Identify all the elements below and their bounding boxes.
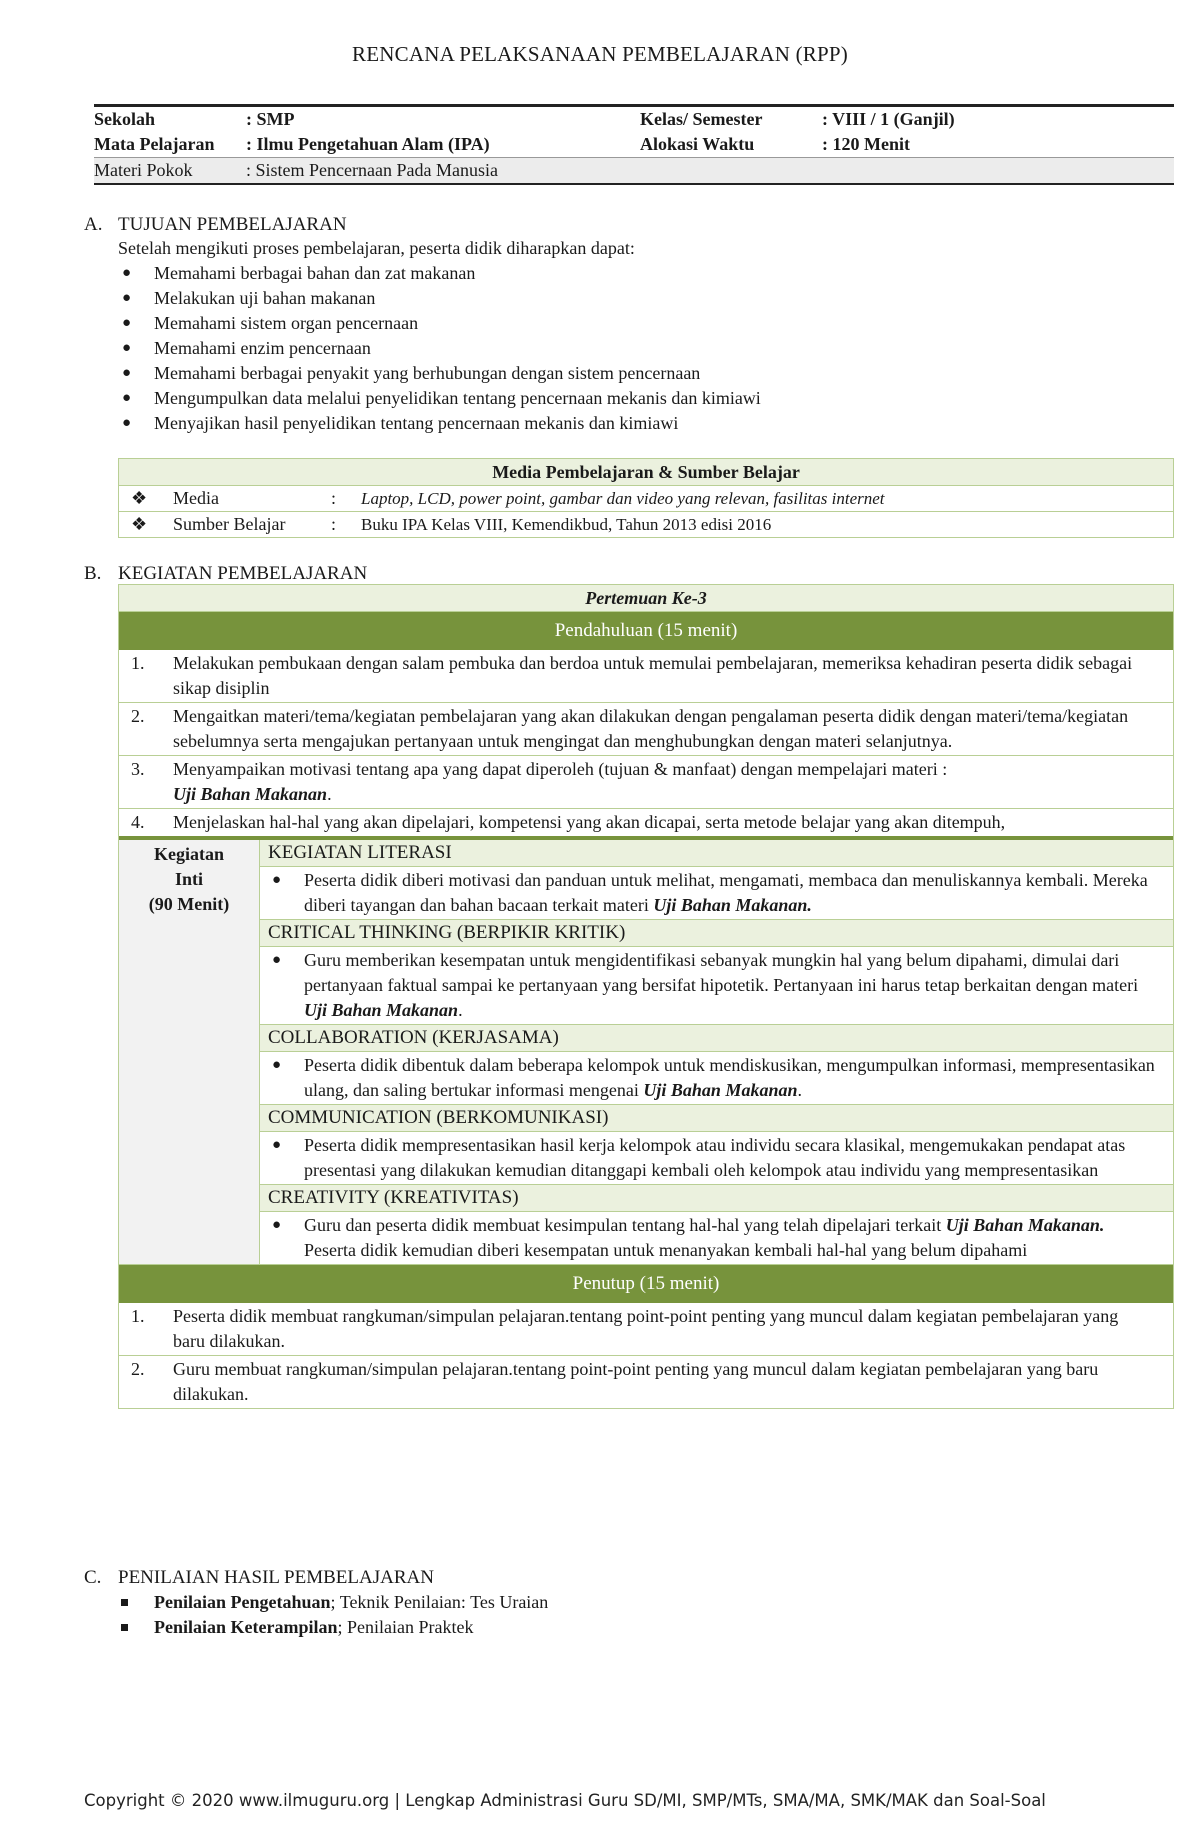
materi-label: Materi Pokok — [94, 160, 193, 180]
alokasi-label: Alokasi Waktu — [640, 134, 755, 154]
activities-table — [118, 584, 1174, 1409]
media-label: Media — [173, 488, 219, 508]
table-row: 3. Menyampaikan motivasi tentang apa yang dapat diperoleh (tujuan & manfaat) dengan mempelajari materi : Uji Bahan Makanan. — [119, 756, 1173, 809]
list-item: ● Mengumpulkan data melalui penyelidikan tentang pencernaan mekanis dan kimiawi — [122, 388, 761, 408]
page-title: RENCANA PELAKSANAAN PEMBELAJARAN (RPP) — [352, 42, 848, 66]
table-row: 1. Melakukan pembukaan dengan salam pembuka dan berdoa untuk memulai pembelajaran, memeriksa kehadiran peserta didik sebagai sikap disiplin — [119, 650, 1173, 703]
media-colon: : — [331, 488, 337, 508]
sekolah-value: : SMP — [246, 109, 295, 129]
info-row-materi — [94, 157, 1174, 183]
literasi-title: KEGIATAN LITERASI — [260, 840, 1173, 867]
section-b-heading: B. KEGIATAN PEMBELAJARAN — [84, 563, 368, 584]
media-value: Laptop, LCD, power point, gambar dan video yang relevan, fasilitas internet — [361, 489, 885, 508]
kelas-value: : VIII / 1 (Ganjil) — [822, 109, 955, 129]
creativity-title: CREATIVITY (KREATIVITAS) — [260, 1185, 1173, 1212]
mapel-value: : Ilmu Pengetahuan Alam (IPA) — [246, 134, 490, 154]
penutup-band: Penutup (15 menit) — [119, 1265, 1173, 1303]
list-item: Penilaian Keterampilan; Penilaian Praktek — [118, 1615, 548, 1640]
sumber-value: Buku IPA Kelas VIII, Kemendikbud, Tahun 2013 edisi 2016 — [361, 515, 772, 534]
media-row — [119, 486, 1173, 512]
alokasi-value: : 120 Menit — [822, 134, 910, 154]
critical-thinking-title: CRITICAL THINKING (BERPIKIR KRITIK) — [260, 920, 1173, 947]
kelas-label: Kelas/ Semester — [640, 109, 763, 129]
info-table — [94, 104, 1174, 185]
collaboration-title: COLLABORATION (KERJASAMA) — [260, 1025, 1173, 1052]
objectives-list — [118, 261, 761, 436]
table-row: 2. Guru membuat rangkuman/simpulan pelajaran.tentang point-point penting yang muncul dalam kegiatan pembelajaran yang baru dilakukan. — [131, 1359, 1099, 1404]
communication-text: ● Peserta didik mempresentasikan hasil kerja kelompok atau individu secara klasikal, mengemukakan pendapat atas presentasi yang dilakukan kemudian ditanggapi kembali oleh kelompok atau individu yang mempresentasikan — [260, 1132, 1173, 1185]
square-bullet-icon — [121, 1624, 128, 1631]
kegiatan-inti-label: Kegiatan Inti (90 Menit) — [119, 840, 260, 1264]
sumber-colon: : — [331, 514, 337, 534]
media-table-header: Media Pembelajaran & Sumber Belajar — [119, 459, 1173, 486]
list-item: ● Menyajikan hasil penyelidikan tentang pencernaan mekanis dan kimiawi — [122, 413, 679, 433]
info-row-sekolah — [94, 107, 1174, 132]
kegiatan-inti — [119, 836, 1173, 1265]
kegiatan-inti-body — [260, 840, 1173, 1264]
diamond-bullet-icon: ❖ — [131, 514, 148, 534]
list-item: ● Memahami sistem organ pencernaan — [122, 313, 419, 333]
info-row-mapel — [94, 132, 1174, 157]
sumber-row — [119, 512, 1173, 537]
list-item: Penilaian Pengetahuan; Teknik Penilaian: Tes Uraian — [118, 1590, 548, 1615]
collaboration-text: ● Peserta didik dibentuk dalam beberapa kelompok untuk mendiskusikan, mengumpulkan informasi, mempresentasikan ulang, dan saling bertukar informasi mengenai Uji Bahan Makanan. — [260, 1052, 1173, 1105]
list-item: ● Memahami berbagai bahan dan zat makanan — [122, 263, 476, 283]
materi-value: : Sistem Pencernaan Pada Manusia — [246, 160, 498, 180]
pendahuluan-band: Pendahuluan (15 menit) — [119, 612, 1173, 650]
literasi-text: ● Peserta didik diberi motivasi dan panduan untuk melihat, mengamati, membaca dan menuliskannya kembali. Mereka diberi tayangan dan bahan bacaan terkait materi Uji Bahan Makanan. — [260, 867, 1173, 920]
list-item: ● Melakukan uji bahan makanan — [122, 288, 376, 308]
sumber-label: Sumber Belajar — [173, 514, 286, 534]
pertemuan-header: Pertemuan Ke-3 — [119, 585, 1173, 612]
list-item: ● Memahami enzim pencernaan — [122, 338, 371, 358]
sekolah-label: Sekolah — [94, 109, 156, 129]
table-row: 4. Menjelaskan hal-hal yang akan dipelajari, kompetensi yang akan dicapai, serta metode belajar yang akan ditempuh, — [131, 812, 1006, 832]
square-bullet-icon — [121, 1599, 128, 1606]
communication-title: COMMUNICATION (BERKOMUNIKASI) — [260, 1105, 1173, 1132]
diamond-bullet-icon: ❖ — [131, 488, 148, 508]
critical-thinking-text: ● Guru memberikan kesempatan untuk mengidentifikasi sebanyak mungkin hal yang belum dipahami, dimulai dari pertanyaan faktual sampai ke pertanyaan yang bersifat hipotetik. Pertanyaan ini harus tetap berkaitan dengan materi Uji Bahan Makanan. — [260, 947, 1173, 1025]
section-c-heading: C. PENILAIAN HASIL PEMBELAJARAN — [84, 1567, 434, 1588]
assessment-list — [118, 1590, 548, 1640]
table-row: 1. Peserta didik membuat rangkuman/simpulan pelajaran.tentang point-point penting yang muncul dalam kegiatan pembelajaran yang baru dilakukan. — [119, 1303, 1173, 1356]
section-a-intro: Setelah mengikuti proses pembelajaran, peserta didik diharapkan dapat: — [118, 238, 635, 258]
table-row: 2. Mengaitkan materi/tema/kegiatan pembelajaran yang akan dilakukan dengan pengalaman peserta didik dengan materi/tema/kegiatan sebelumnya serta mengajukan pertanyaan untuk mengingat dan menghubungkan dengan materi selanjutnya. — [119, 703, 1173, 756]
mapel-label: Mata Pelajaran — [94, 134, 215, 154]
list-item: ● Memahami berbagai penyakit yang berhubungan dengan sistem pencernaan — [122, 363, 701, 383]
section-a-heading: A. TUJUAN PEMBELAJARAN — [84, 214, 347, 235]
creativity-text: ● Guru dan peserta didik membuat kesimpulan tentang hal-hal yang telah dipelajari terkait Uji Bahan Makanan. Peserta didik kemudian diberi kesempatan untuk menanyakan kembali hal-hal yang belum dipahami — [272, 1215, 1105, 1260]
footer-copyright: Copyright © 2020 www.ilmuguru.org | Lengkap Administrasi Guru SD/MI, SMP/MTs, SMA/MA, SMK/MAK dan Soal-Soal — [84, 1791, 1046, 1810]
media-table — [118, 458, 1174, 538]
